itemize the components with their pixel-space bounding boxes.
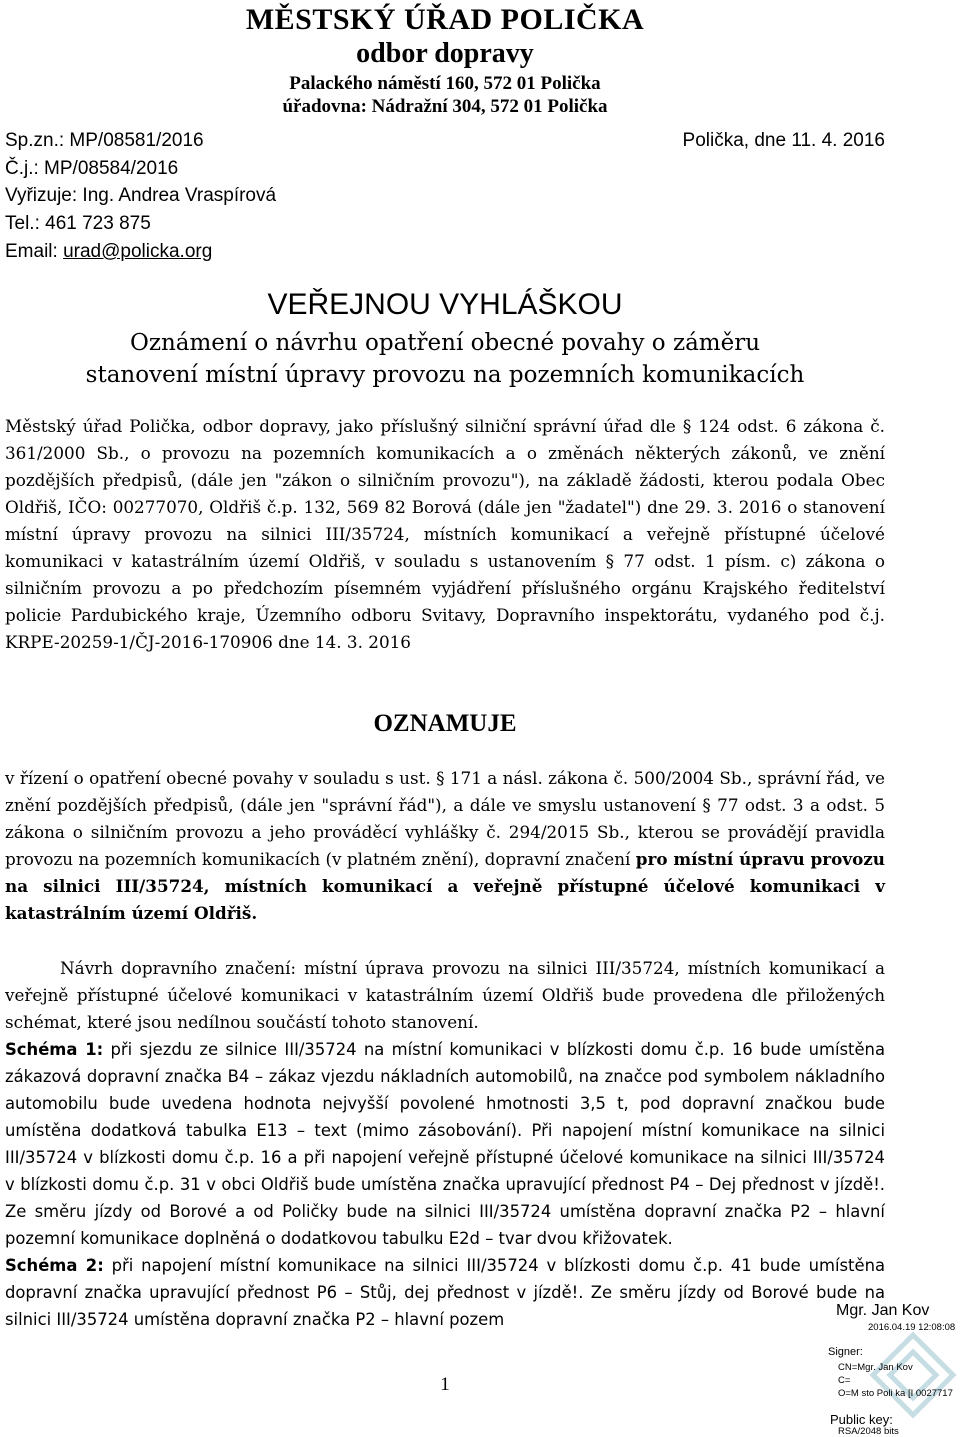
document-subtitle-2: stanovení místní úpravy provozu na pozemních komunikacích [85, 362, 805, 388]
schema-1 [5, 1036, 885, 1252]
office-name: MĚSTSKÝ ÚŘAD POLIČKA [245, 3, 645, 36]
proposal-paragraph [5, 955, 885, 1036]
schema-paragraphs [5, 1036, 885, 1333]
schema-1-label: Schéma 1: [5, 1040, 104, 1059]
signature-rsa: RSA/2048 bits [838, 1426, 899, 1437]
document-subtitle-1: Oznámení o návrhu opatření obecné povahy o záměru [129, 330, 761, 356]
schema-2 [5, 1252, 885, 1333]
document-date: Polička, dne 11. 4. 2016 [682, 130, 885, 151]
signature-c: C= [838, 1375, 851, 1386]
schema-1-text: při sjezdu ze silnice III/35724 na místní komunikaci v blízkosti domu č.p. 16 bude umístěna zákazová dopravní značka B4 – zákaz vjezdu nákladních automobilů, na značce pod symbolem nákladního automobilu bude uvedena hodnota nejvyšší povolené hmotnosti 3,5 t, pod dopravní značkou bude umístěna dodatková tabulka E13 – text (mimo zásobování). Při napojení místní komunikace na silnici III/35724 v blízkosti domu č.p. 16 a při napojení veřejně přístupné účelové komunikace na silnici III/35724 v blízkosti domu č.p. 31 v obci Oldřiš bude umístěna značka upravující přednost P4 – Dej přednost v jízdě!. Ze směru jízdy od Borové a od Poličky bude na silnici III/35724 umístěna dopravní značka P2 – hlavní pozemní komunikace doplněná o dodatkovou tabulku E2d – tvar dvou křižovatek. [5, 1040, 885, 1248]
signature-datetime: 2016.04.19 12:08:08 [868, 1322, 956, 1333]
page-number: 1 [440, 1374, 450, 1395]
digital-signature[interactable] [828, 1300, 960, 1436]
signature-public-key-label: Public key: [830, 1412, 893, 1427]
schema-2-label: Schéma 2: [5, 1256, 104, 1275]
document-title: VEŘEJNOU VYHLÁŠKOU [267, 288, 623, 321]
signature-name: Mgr. Jan Kov [836, 1302, 930, 1319]
file-number: Sp.zn.: MP/08581/2016 [5, 130, 204, 151]
schema-2-text: při napojení místní komunikace na silnici III/35724 v blízkosti domu č.p. 41 bude umístěna dopravní značka upravující přednost P6 – Stůj, dej přednost v jízdě!. Ze směru jízdy od Borové bude na silnici III/35724 umístěna dopravní značka P2 – hlavní pozem [5, 1256, 885, 1329]
announcement-text: v řízení o opatření obecné povahy v souladu s ust. § 171 a násl. zákona č. 500/2004 Sb., správní řád, ve znění pozdějších předpisů, (dále jen "správní řád"), a dále ve smyslu ustanovení § 77 odst. 3 a odst. 5 zákona o silničním provozu a jeho prováděcí vyhlášky č. 294/2015 Sb., kterou se provádějí pravidla provozu na pozemních komunikacích (v platném znění), dopravní značení [5, 768, 885, 869]
announcement-bold-text: pro místní úpravu provozu na silnici III/35724, místních komunikací a veřejně přístupné účelové komunikaci v katastrálním území Oldřiš. [5, 849, 885, 923]
email-line [5, 241, 212, 263]
intro-text: Městský úřad Polička, odbor dopravy, jako příslušný silniční správní úřad dle § 124 odst. 6 zákona č. 361/2000 Sb., o provozu na pozemních komunikacích a o změnách některých zákonů, ve znění pozdějších předpisů, (dále jen "zákon o silničním provozu"), na základě žádosti, kterou podala Obec Oldřiš, IČO: 00277070, Oldřiš č.p. 132, 569 82 Borová (dále jen "žadatel") dne 29. 3. 2016 o stanovení místní úpravy provozu na silnici III/35724, místních komunikací a veřejně přístupné účelové komunikaci v katastrálním území Oldřiš, v souladu s ustanovením § 77 odst. 1 písm. c) zákona o silničním provozu a po předchozím písemném vyjádření příslušného orgánu Krajského ředitelství policie Pardubického kraje, Územního odboru Svitavy, Dopravního inspektorátu, vydaného pod č.j. KRPE-20259-1/ČJ-2016-170906 dne 14. 3. 2016 [5, 416, 885, 652]
announcement-heading: OZNAMUJE [373, 710, 517, 737]
phone: Tel.: 461 723 875 [5, 213, 151, 234]
announcement-paragraph [5, 765, 885, 927]
reference-number: Č.j.: MP/08584/2016 [5, 158, 179, 179]
email-link[interactable]: urad@policka.org [63, 241, 213, 262]
signature-o: O=M sto Poli ka [I 0027717 [838, 1388, 953, 1399]
signature-cn: CN=Mgr. Jan Kov [838, 1362, 913, 1373]
office-address: Palackého náměstí 160, 572 01 Polička [289, 73, 601, 94]
email-label: Email: [5, 241, 64, 262]
signature-signer-label: Signer: [828, 1346, 863, 1358]
proposal-text: Návrh dopravního značení: místní úprava provozu na silnici III/35724, místních komunikací a veřejně přístupné účelové komunikaci v katastrálním území Oldřiš bude provedena dle přiložených schémat, které jsou nedílnou součástí tohoto stanovení. [5, 958, 885, 1032]
department-name: odbor dopravy [356, 38, 534, 69]
intro-paragraph [5, 413, 885, 656]
office-branch-address: úřadovna: Nádražní 304, 572 01 Polička [282, 96, 608, 117]
handled-by: Vyřizuje: Ing. Andrea Vraspírová [5, 185, 277, 206]
